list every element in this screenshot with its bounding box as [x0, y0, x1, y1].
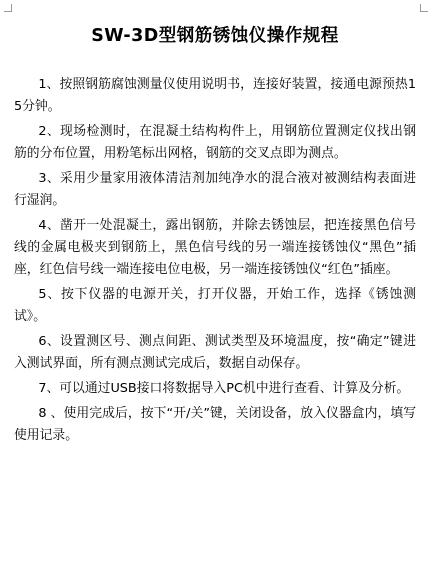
paragraph-step-5: 5、按下仪器的电源开关，打开仪器，开始工作，选择《锈蚀测试》。: [14, 287, 416, 324]
paragraph-step-8: 8 、使用完成后，按下“开/关”键，关闭设备，放入仪器盒内，填写使用记录。: [14, 406, 416, 443]
paragraph-step-2: 2、现场检测时，在混凝土结构构件上，用钢筋位置测定仪找出钢筋的分布位置，用粉笔标出网格，钢筋的交叉点即为测点。: [14, 124, 416, 161]
paragraph-step-1: 1、按照钢筋腐蚀测量仪使用说明书，连接好装置，接通电源预热15分钟。: [14, 77, 416, 114]
page-title: SW-3D型钢筋锈蚀仪操作规程: [91, 26, 339, 46]
paragraph-step-3: 3、采用少量家用液体清洁剂加纯净水的混合液对被测结构表面进行湿润。: [14, 171, 416, 208]
page-corner-mark-left: [4, 4, 12, 12]
paragraph-step-6: 6、设置测区号、测点间距、测试类型及环境温度，按“确定”键进入测试界面，所有测点测试完成后，数据自动保存。: [14, 334, 416, 371]
paragraph-step-7: 7、可以通过USB接口将数据导入PC机中进行查看、计算及分析。: [38, 381, 410, 396]
document-body: [14, 22, 416, 450]
paragraph-step-4: 4、凿开一处混凝土，露出钢筋，并除去锈蚀层，把连接黑色信号线的金属电极夹到钢筋上，黑色信号线的另一端连接锈蚀仪“黑色”插座，红色信号线一端连接电位电极，另一端连接锈蚀仪“红色”插座。: [14, 218, 416, 277]
page-corner-mark-right: [420, 4, 428, 12]
